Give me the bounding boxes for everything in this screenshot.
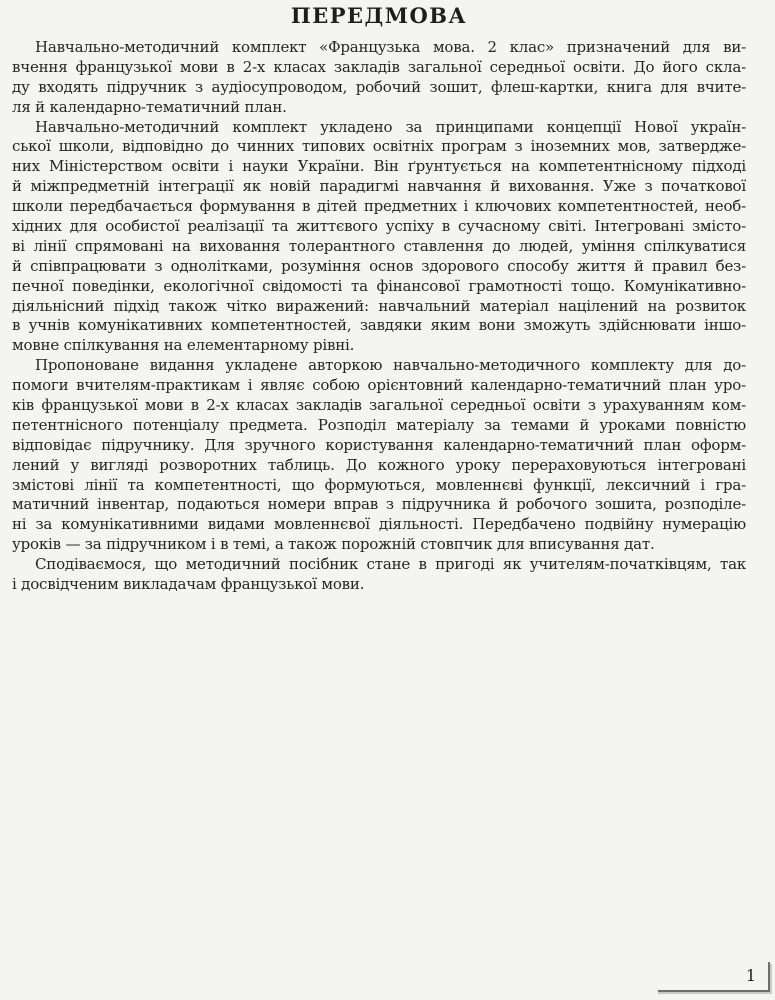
text-line: Сподіваємося, що методичний посібник стане в пригоді як учителям-початківцям, так	[35, 555, 746, 574]
text-line: ду входять підручник з аудіосупроводом, робочий зошит, флеш-картки, книга для вчите-	[12, 77, 746, 96]
page-title: ПЕРЕДМОВА	[290, 3, 468, 28]
text-line: ської школи, відповідно до чинних типових освітніх програм з іноземних мов, затвердже-	[12, 137, 746, 156]
text-line: й міжпредметній інтеграції як новій парадигмі навчання й виховання. Уже з початкової	[12, 177, 746, 196]
text-line: лений у вигляді розворотних таблиць. До кожного уроку перераховуються інтегровані	[12, 455, 746, 474]
text-block	[12, 38, 746, 595]
text-line: в учнів комунікативних компетентностей, завдяки яким вони зможуть здійснювати іншо-	[12, 316, 746, 335]
text-line: і досвідченим викладачам французької мови.	[12, 575, 365, 594]
text-line: Пропоноване видання укладене авторкою навчально-методичного комплекту для до-	[35, 356, 746, 375]
text-line: них Міністерством освіти і науки України. Він ґрунтується на компетентнісному підході	[12, 157, 746, 176]
text-line: петентнісного потенціалу предмета. Розподіл матеріалу за темами й уроками повністю	[12, 415, 746, 434]
text-line: матичний інвентар, подаються номери вправ з підручника й робочого зошита, розподіле-	[12, 495, 746, 514]
text-line: вчення французької мови в 2-х класах закладів загальної середньої освіти. До його скла-	[12, 57, 746, 76]
text-line: ні за комунікативними видами мовленнєвої діяльності. Передбачено подвійну нумерацію	[12, 515, 746, 534]
text-line: й співпрацювати з однолітками, розуміння основ здорового способу життя й правил без-	[12, 256, 746, 275]
text-line: печної поведінки, екологічної свідомості та фінансової грамотності тощо. Комунікативно-	[12, 276, 746, 295]
text-line: змістові лінії та компетентності, що формуються, мовленнєві функції, лексичний і гра-	[12, 475, 746, 494]
text-line: Навчально-методичний комплект укладено за принципами концепції Нової україн-	[35, 117, 746, 136]
text-line: мовне спілкування на елементарному рівні.	[12, 336, 355, 355]
text-line: відповідає підручнику. Для зручного користування календарно-тематичний план оформ-	[12, 435, 746, 454]
text-line: ків французької мови в 2-х класах закладів загальної середньої освіти з урахуванням ком-	[12, 396, 746, 415]
text-line: ля й календарно-тематичний план.	[12, 97, 287, 116]
footer-corner-rule-horizontal	[658, 990, 770, 992]
page-number: 1	[745, 966, 756, 985]
text-line: Навчально-методичний комплект «Французька мова. 2 клас» призначений для ви-	[35, 38, 746, 56]
text-line: діяльнісний підхід також чітко виражений: навчальний матеріал націлений на розвиток	[12, 296, 746, 315]
text-line: ві лінії спрямовані на виховання толерантного ставлення до людей, уміння спілкуватися	[12, 236, 746, 255]
text-line: уроків — за підручником і в темі, а також порожній стовпчик для вписування дат.	[12, 535, 655, 554]
footer-corner-rule-vertical	[768, 962, 770, 992]
text-line: помоги вчителям-практикам і являє собою орієнтовний календарно-тематичний план уро-	[12, 376, 746, 395]
text-line: школи передбачається формування в дітей предметних і ключових компетентностей, необ-	[12, 197, 746, 216]
text-line: хідних для особистої реалізації та життєвого успіху в сучасному світі. Інтегровані змісто-	[12, 217, 746, 236]
